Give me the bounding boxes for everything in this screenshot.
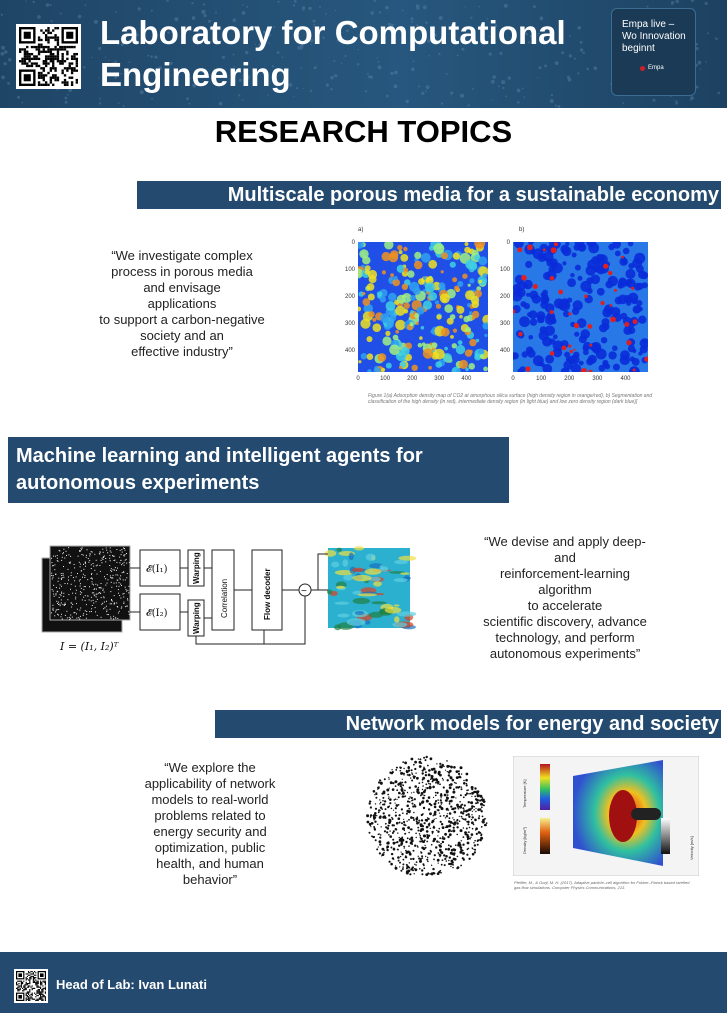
flow-decoder-label: Flow decoder [263, 568, 272, 620]
y-tick-label: 400 [344, 348, 355, 354]
quote-line: behavior” [182, 872, 238, 887]
quote-line: autonomous experiments” [489, 646, 641, 661]
x-tick-label: 100 [536, 376, 547, 382]
quote-line: process in porous media [111, 264, 253, 279]
x-tick-label: 400 [620, 376, 631, 382]
badge-line3: beginnt [622, 43, 655, 54]
heading-line: autonomous experiments [16, 472, 260, 494]
nozzle-body [631, 808, 661, 820]
caption-line: classification of the high density (in red), intermediate density region (in light blue) and low zero density region (dark blue)] [368, 399, 638, 405]
footer-bar [0, 952, 727, 1013]
qr-code-icon[interactable] [16, 24, 81, 89]
temperature-label: Temperature [K] [522, 779, 527, 808]
velocity-colorbar [661, 818, 670, 854]
velocity-label: Velocity [m/s] [689, 836, 694, 860]
y-tick-label: 0 [506, 240, 510, 246]
y-tick-label: 100 [344, 267, 355, 273]
y-tick-label: 400 [499, 348, 510, 354]
y-tick-label: 100 [499, 267, 510, 273]
encoder-1-label: 𝓔(I₁) [146, 564, 168, 575]
quote-line: algorithm [538, 582, 592, 597]
footer-qr-code-icon[interactable] [14, 969, 48, 1003]
heading-line: Machine learning and intelligent agents for [16, 445, 423, 467]
y-tick-label: 200 [499, 294, 510, 300]
page-heading: RESEARCH TOPICS [214, 114, 513, 149]
y-tick-label: 300 [499, 321, 510, 327]
porous-figure-caption [368, 393, 668, 405]
quote-line: energy security and [153, 824, 267, 839]
x-tick-label: 0 [356, 376, 360, 382]
subtract-symbol: − [301, 586, 307, 597]
quote-machine-learning [470, 534, 660, 662]
quote-line: and [554, 550, 576, 565]
x-tick-label: 200 [407, 376, 418, 382]
quote-line: and envisage [143, 280, 221, 295]
caption-line: Pfeiffer, M., & Gorji, M. H. (2017). Adaptive particle–cell algorithm for Fokker–Planck based rarefied [514, 880, 690, 885]
header-banner [0, 0, 727, 108]
warping-1-label: Warping [192, 552, 201, 584]
caption-line: gas flow simulations. Computer Physics Communications, 213. [514, 885, 626, 890]
caption-line: Figure 1(a) Adsorption density map of CO2 at amorphous silica surface (high density region in orange/red), b) Segmentation and [368, 393, 653, 399]
lab-title-line2: Engineering [100, 56, 291, 93]
quote-line: effective industry” [131, 344, 233, 359]
panel-a-label: a) [358, 227, 364, 233]
temperature-colorbar [540, 764, 550, 810]
lab-title [100, 12, 566, 96]
x-tick-label: 400 [461, 376, 472, 382]
quote-line: models to real-world [151, 792, 269, 807]
x-tick-label: 100 [380, 376, 391, 382]
quote-line: scientific discovery, advance [483, 614, 647, 629]
quote-line: technology, and perform [495, 630, 635, 645]
network-graph-image [362, 752, 492, 882]
x-tick-label: 300 [434, 376, 445, 382]
input-label: I = (I₁, I₂)ᵀ [60, 640, 119, 653]
x-tick-label: 300 [592, 376, 603, 382]
empa-live-badge[interactable] [611, 8, 696, 96]
section-heading-machine-learning [8, 437, 509, 503]
rarefied-flow-figure [513, 756, 699, 876]
head-of-lab-label: Head of Lab: Ivan Lunati [56, 977, 207, 992]
y-tick-label: 200 [344, 294, 355, 300]
x-tick-label: 200 [564, 376, 575, 382]
y-tick-label: 300 [344, 321, 355, 327]
quote-line: “We devise and apply deep- [484, 534, 646, 549]
quote-porous-media [82, 248, 282, 360]
panel-b-label: b) [519, 227, 525, 233]
quote-line: reinforcement-learning [499, 566, 631, 581]
quote-line: “We explore the [164, 760, 256, 775]
section-heading-porous-media: Multiscale porous media for a sustainable economy [137, 181, 721, 209]
correlation-label: Correlation [220, 578, 229, 618]
quote-line: problems related to [154, 808, 266, 823]
encoder-2-label: 𝓔(I₂) [146, 608, 168, 619]
quote-network-models [120, 760, 300, 888]
y-tick-label: 0 [351, 240, 355, 246]
badge-line1: Empa live – [622, 19, 675, 30]
warping-2-label: Warping [192, 602, 201, 634]
density-label: Density [kg/m³] [522, 827, 527, 854]
lab-title-line1: Laboratory for Computational [100, 14, 566, 51]
flow-figure-caption [514, 880, 714, 890]
empa-logo-icon [640, 66, 645, 71]
quote-line: society and an [140, 328, 224, 343]
quote-line: “We investigate complex [111, 248, 253, 263]
section-heading-network-models: Network models for energy and society [215, 710, 721, 738]
badge-brand: Empa [648, 65, 664, 71]
quote-line: to support a carbon-negative [99, 312, 265, 327]
quote-line: to accelerate [527, 598, 603, 613]
density-colorbar [540, 818, 550, 854]
flow-network-diagram [38, 540, 416, 655]
x-tick-label: 0 [511, 376, 515, 382]
porous-media-figure [336, 222, 656, 384]
quote-line: optimization, public [154, 840, 266, 855]
quote-line: health, and human [156, 856, 264, 871]
quote-line: applications [147, 296, 217, 311]
quote-line: applicability of network [144, 776, 276, 791]
badge-line2: Wo Innovation [622, 31, 686, 42]
